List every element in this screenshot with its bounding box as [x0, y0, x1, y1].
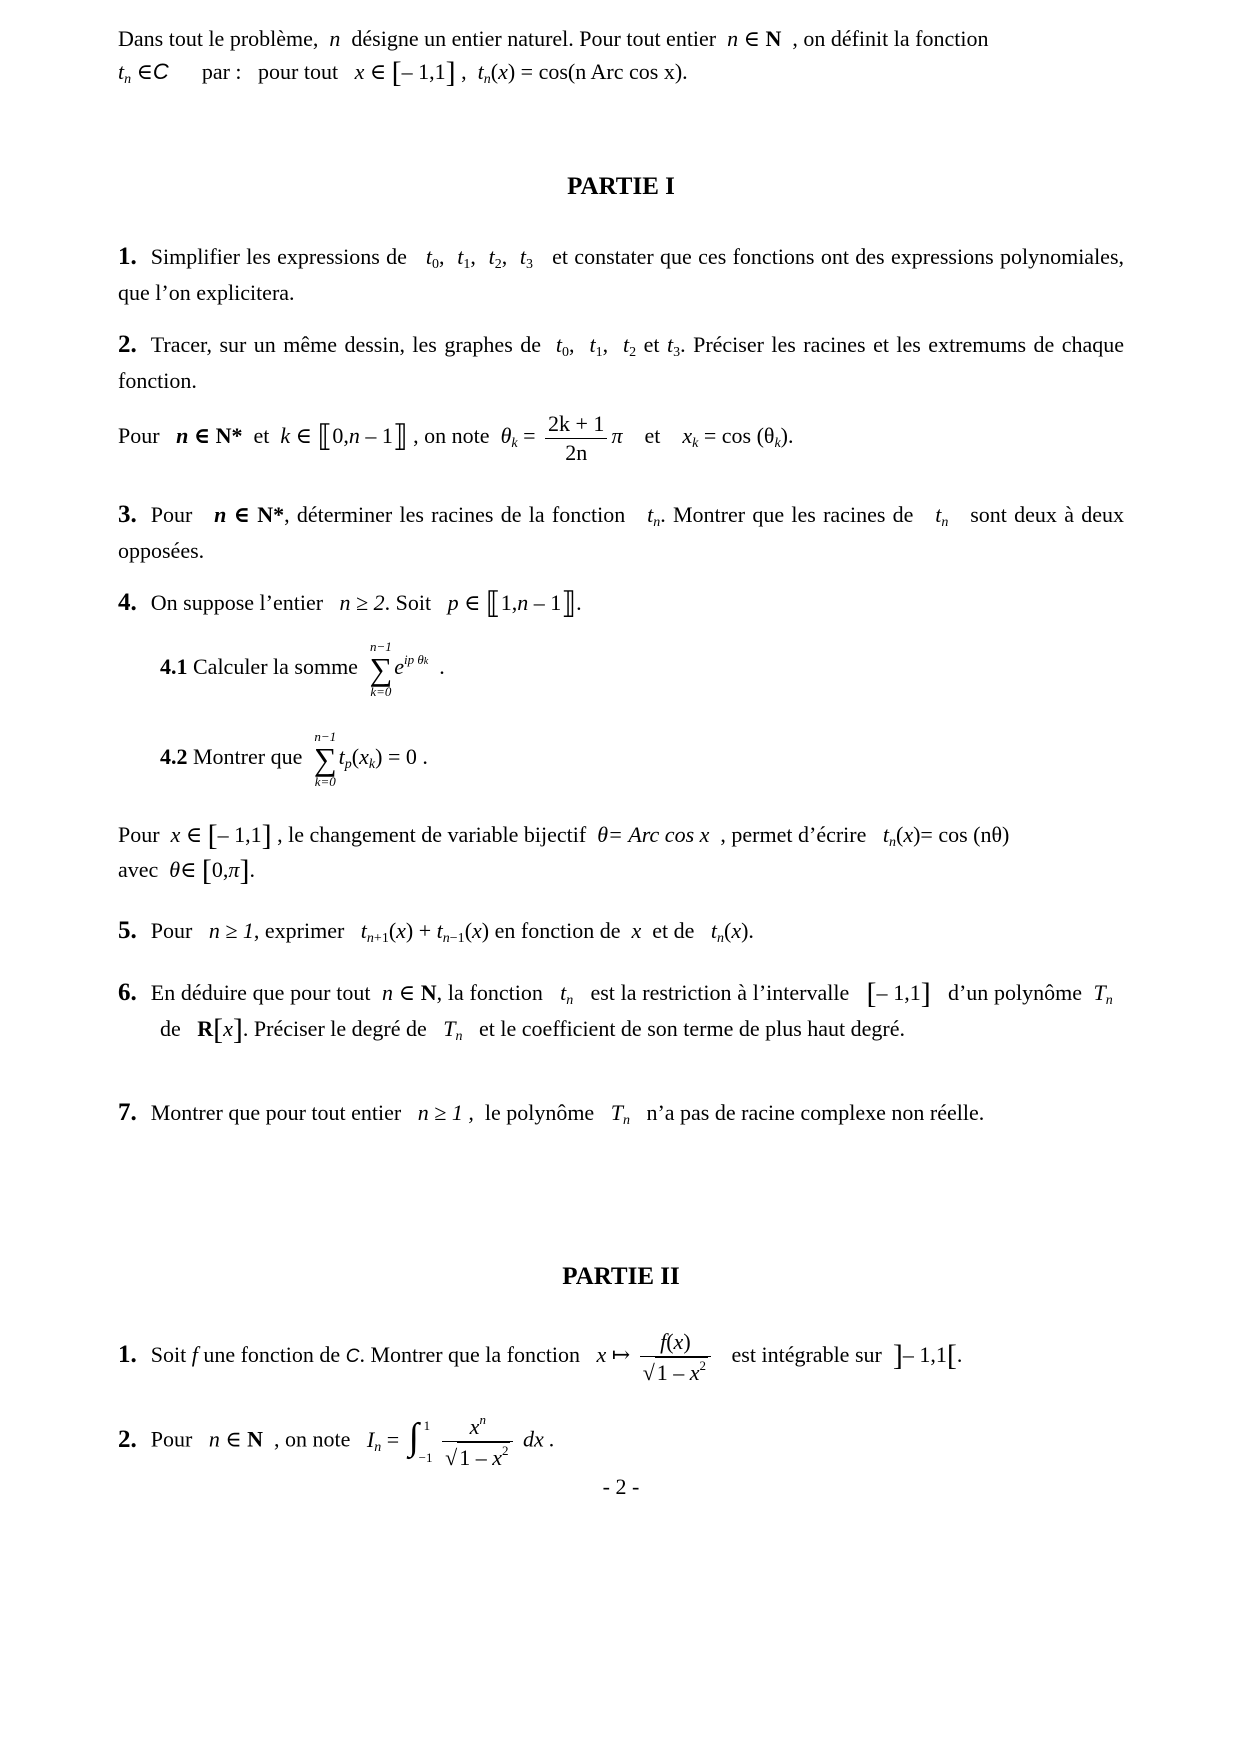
- p1-question-5: 5. Pour n ≥ 1, exprimer $t_{n+1}(x) + t_{n-1}(x)$ en fonction de x et de $t_n(x)$.: [118, 917, 754, 946]
- p1-question-3: 3. Pour n ∈ N*, déterminer les racines de la fonction $t_n$. Montrer que les racines de $t_n$ sont deux à deux opposées.: [118, 501, 1125, 563]
- document-page: [118, 0, 1124, 1754]
- sum-symbol: n−1 ∑ k=0: [369, 639, 393, 699]
- integral-symbol: ∫ 1 −1: [408, 1415, 433, 1465]
- p1-change-of-variable: Pour x ∈ [– 1,1] , le changement de variable bijectif θ= Arc cos x , permet d’écrire $t_n(x)= \cos (n\theta)$ avec θ∈ [0,π].: [118, 819, 1010, 887]
- p2-question-1: 1. Soit f une fonction de C. Montrer que la fonction x ↦ $\frac{f(x)}{√1 - x^2}$ est intégrable sur ]– 1,1[.: [118, 1329, 963, 1385]
- p1-question-4-2: 4.2 Montrer que n−1 ∑ k=0 $t_p(x_k) = 0$ .: [160, 729, 428, 789]
- p1-question-2: 2. Tracer, sur un même dessin, les graphes de $t_0$, $t_1$, $t_2$ et $t_3$. Préciser les racines et les extremums de chaque fonction.: [118, 331, 1125, 393]
- theta-fraction: $\frac{2k + 1}{2n}$: [545, 410, 607, 466]
- page-number: - 2 -: [602, 1474, 640, 1499]
- p1-question-4-1: 4.1 Calculer la somme n−1 ∑ k=0 $e^{ip \theta k}$ .: [160, 639, 445, 699]
- intro-paragraph: Dans tout le problème, n désigne un entier naturel. Pour tout entier n ∈ N , on définit la fonction $t_n$ ∈C par : pour tout x ∈ [– 1,1] , $t_n(x) = \cos(n$ Arc cos x).: [118, 26, 989, 89]
- partie-2-title: PARTIE II: [562, 1263, 680, 1290]
- sum-symbol: n−1 ∑ k=0: [313, 729, 337, 789]
- p1-question-1: 1. Simplifier les expressions de $t_0$, $t_1$, $t_2$, $t_3$ et constater que ces fonctions ont des expressions polynomiales, que l’on explicitera.: [118, 243, 1125, 305]
- p2-question-2: 2. Pour n ∈ N , on note $I_n$ = ∫ 1 −1 $\frac{x^n}{√1 - x^2}$ dx .: [118, 1412, 555, 1470]
- integrand-fraction: $\frac{f(x)}{√1 - x^2}$: [640, 1328, 711, 1386]
- p1-notation-theta: Pour n ∈ N* et k ∈ ⟦0,n – 1⟧ , on note $\theta_k$ = $\frac{2k + 1}{2n}$ π et $x_k = \cos (\theta_k)$.: [118, 411, 794, 465]
- partie-1-title: PARTIE I: [567, 173, 675, 200]
- integral-fraction: $\frac{x^n}{√1 - x^2}$: [442, 1412, 513, 1471]
- p1-question-7: 7. Montrer que pour tout entier n ≥ 1 , le polynôme $T_n$ n’a pas de racine complexe non réelle.: [118, 1099, 985, 1128]
- p1-question-4: 4. On suppose l’entier n ≥ 2. Soit p ∈ ⟦1,n – 1⟧.: [118, 587, 582, 620]
- p1-question-6: 6. En déduire que pour tout n ∈ N, la fonction $t_n$ est la restriction à l’intervalle [– 1,1] d’un polynôme $T_n$ de R[x]. Préciser le degré de $T_n$ et le coefficient de son terme de plus haut degré.: [118, 977, 1113, 1046]
